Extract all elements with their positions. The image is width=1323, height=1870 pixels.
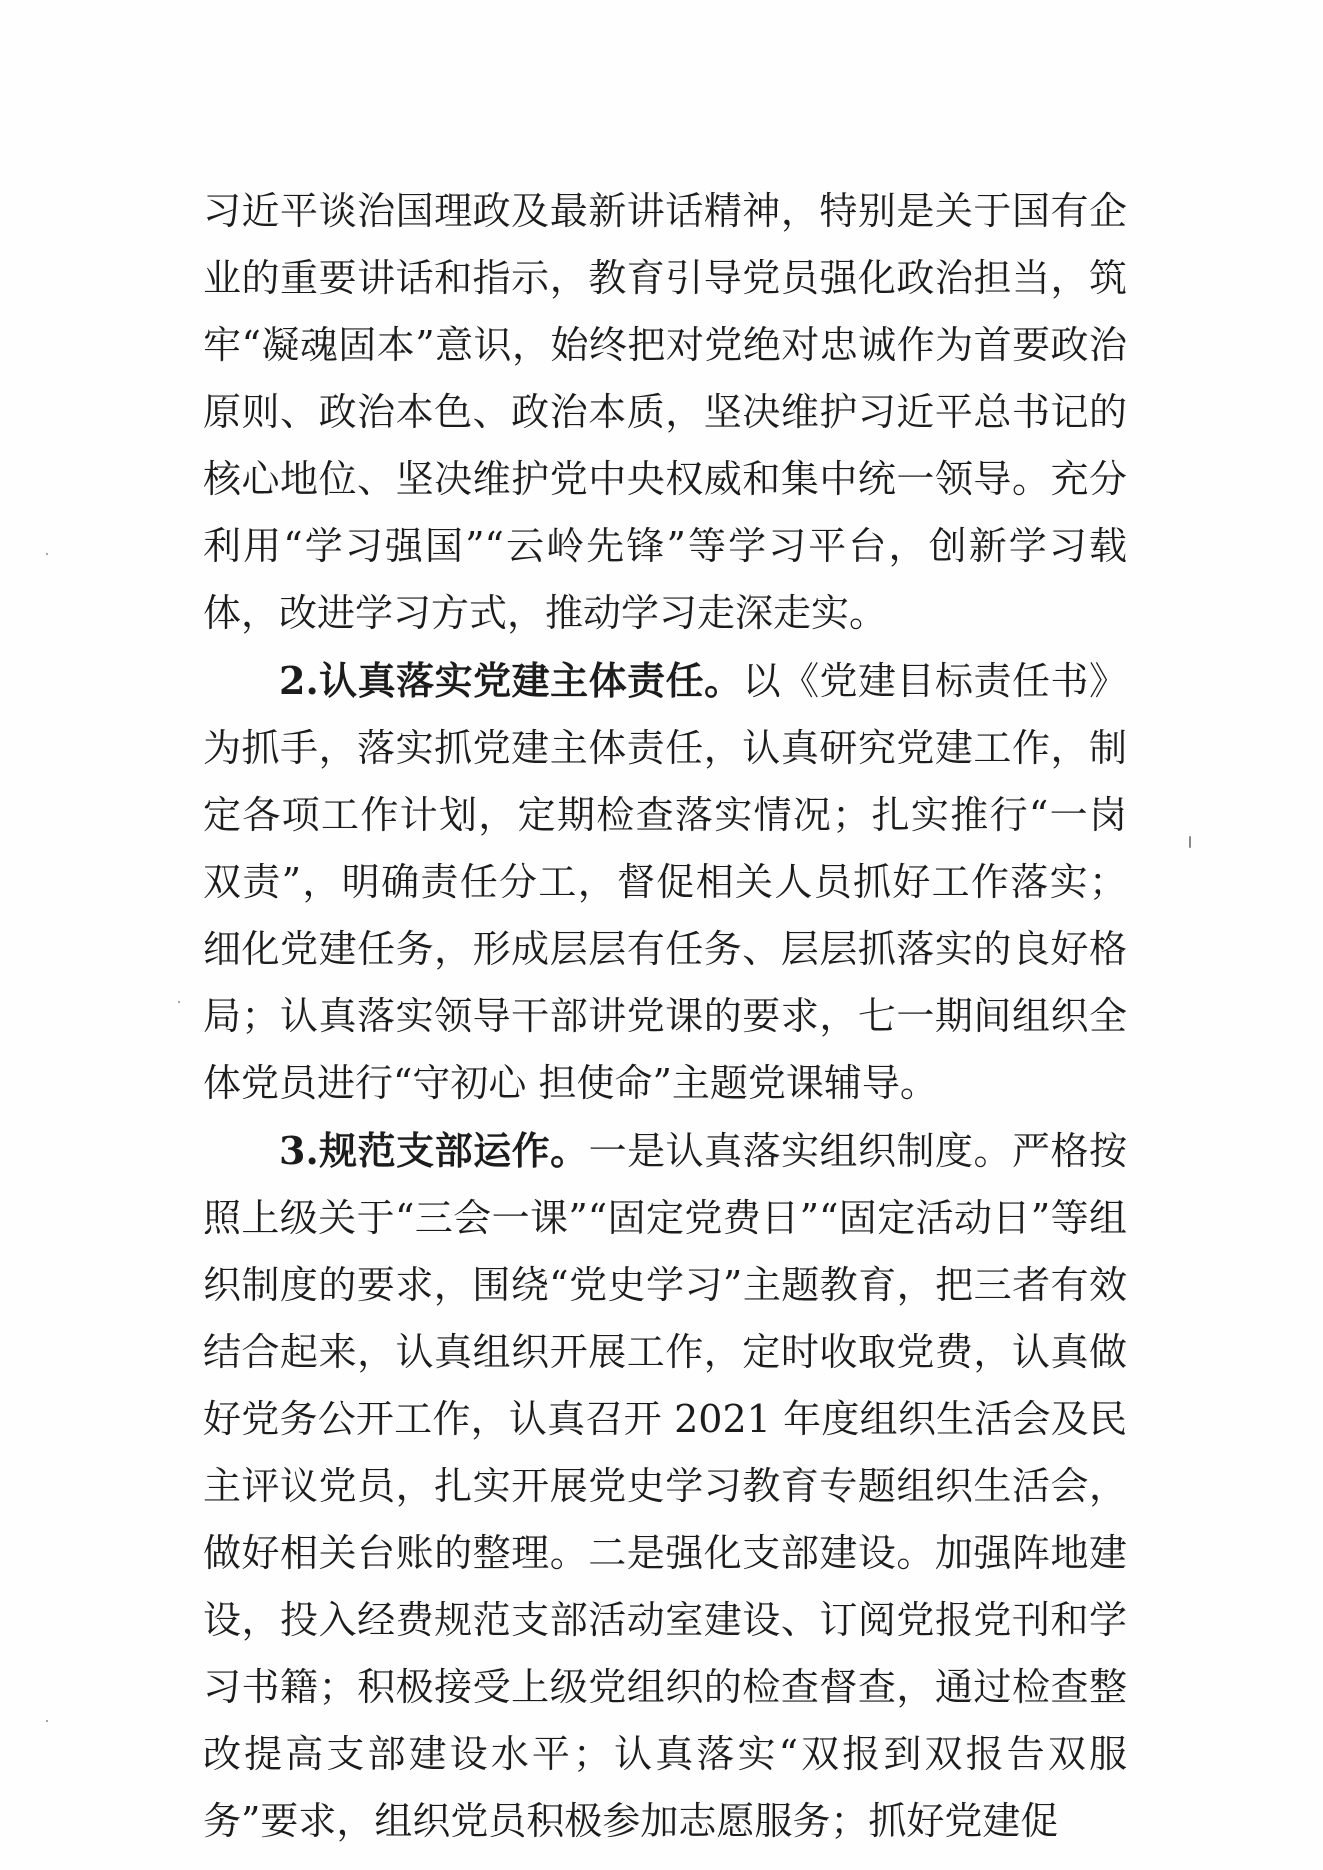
paragraph-2-heading: 2.认真落实党建主体责任。 — [279, 658, 743, 703]
body-text — [203, 178, 1127, 1855]
scan-speck — [178, 1001, 180, 1003]
paragraph-3 — [203, 1117, 1127, 1855]
paragraph-1 — [203, 178, 1127, 647]
paragraph-2-text: 以《党建目标责任书》为抓手，落实抓党建主体责任，认真研究党建工作，制定各项工作计划，定期检查落实情况；扎实推行“一岗双责”，明确责任分工，督促相关人员抓好工作落实；细化党建任务，形成层层有任务、层层抓落实的良好格局；认真落实领导干部讲党课的要求，七一期间组织全体党员进行“守初心 担使命”主题党课辅导。 — [203, 659, 1127, 1105]
scan-speck — [46, 1720, 48, 1722]
paragraph-2 — [203, 647, 1127, 1117]
scan-speck — [46, 553, 48, 555]
scan-speck — [1189, 836, 1191, 848]
paragraph-3-text: 一是认真落实组织制度。严格按照上级关于“三会一课”“固定党费日”“固定活动日”等组织制度的要求，围绕“党史学习”主题教育，把三者有效结合起来，认真组织开展工作，定时收取党费，认真做好党务公开工作，认真召开 2021 年度组织生活会及民主评议党员，扎实开展党史学习教育专题组织生活会，做好相关台账的整理。二是强化支部建设。加强阵地建设，投入经费规范支部活动室建设、订阅党报党刊和学习书籍；积极接受上级党组织的检查督查，通过检查整改提高支部建设水平；认真落实“双报到双报告双服务”要求，组织党员积极参加志愿服务；抓好党建促 — [203, 1129, 1127, 1843]
paragraph-3-heading: 3.规范支部运作。 — [279, 1128, 589, 1173]
paragraph-1-text: 习近平谈治国理政及最新讲话精神，特别是关于国有企业的重要讲话和指示，教育引导党员强化政治担当，筑牢“凝魂固本”意识，始终把对党绝对忠诚作为首要政治原则、政治本色、政治本质，坚决维护习近平总书记的核心地位、坚决维护党中央权威和集中统一领导。充分利用“学习强国”“云岭先锋”等学习平台，创新学习载体，改进学习方式，推动学习走深走实。 — [203, 189, 1127, 635]
